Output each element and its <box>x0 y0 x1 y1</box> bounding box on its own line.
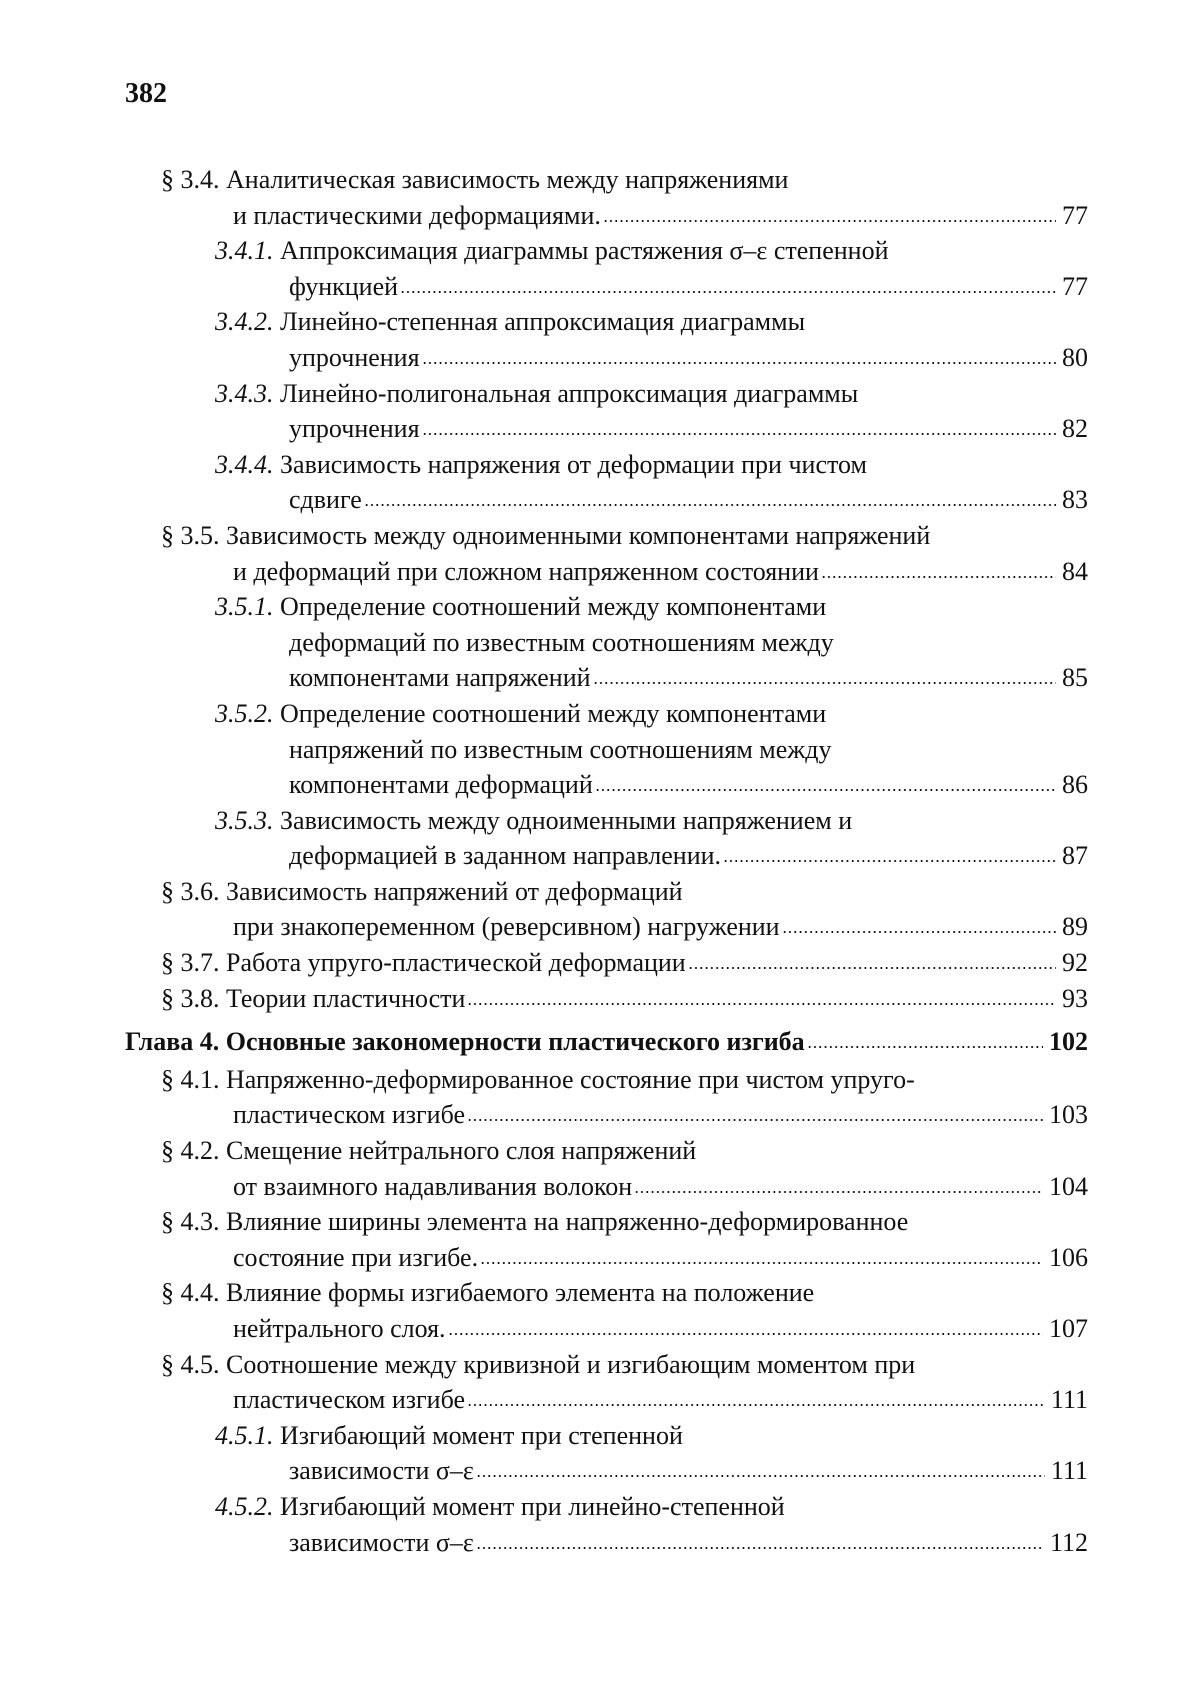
toc-page-number: 103 <box>1049 1100 1088 1130</box>
dot-leader <box>480 1260 1043 1266</box>
toc-entry <box>125 1489 1088 1560</box>
toc-entry-text: и деформаций при сложном напряженном состоянии <box>233 556 819 586</box>
toc-line <box>125 1133 1088 1169</box>
toc-entry-text: от взаимного надавливания волокон <box>233 1171 633 1201</box>
toc-line <box>125 518 1088 554</box>
toc-entry-code: 3.4.1. <box>215 236 274 266</box>
toc-line <box>125 269 1088 305</box>
toc-line <box>125 233 1088 269</box>
dot-leader <box>422 360 1056 366</box>
toc-entry-text: § 4.4. Влияние формы изгибаемого элемента на положение <box>161 1278 815 1308</box>
dot-leader <box>688 965 1056 971</box>
toc-entry <box>125 803 1088 874</box>
toc-entry <box>125 1275 1088 1346</box>
toc-line <box>125 803 1088 839</box>
dot-leader <box>593 680 1056 686</box>
toc-line <box>125 1382 1088 1418</box>
toc-entry-text: Изгибающий момент при степенной <box>280 1420 683 1450</box>
dot-leader <box>364 502 1056 508</box>
toc-line <box>125 625 1088 661</box>
dot-leader <box>634 1189 1043 1195</box>
toc-page-number: 102 <box>1049 1027 1088 1057</box>
toc-line <box>125 1347 1088 1383</box>
toc-page-number: 77 <box>1062 200 1088 230</box>
toc-line <box>125 1169 1088 1205</box>
dot-leader <box>723 858 1056 864</box>
dot-leader <box>595 787 1056 793</box>
toc-line <box>125 482 1088 518</box>
toc-entry-text: упрочнения <box>289 342 420 372</box>
toc-entry-text: при знакопеременном (реверсивном) нагружении <box>233 912 780 942</box>
dot-leader <box>603 218 1056 224</box>
toc-page-number: 85 <box>1062 663 1088 693</box>
toc-entry-text: деформацией в заданном направлении. <box>289 841 722 871</box>
toc-entry-text: деформаций по известным соотношениям между <box>289 627 834 657</box>
toc-page-number: 87 <box>1062 841 1088 871</box>
toc-entry <box>125 945 1088 981</box>
toc-page-number: 86 <box>1062 770 1088 800</box>
toc-line <box>125 945 1088 981</box>
page-number: 382 <box>125 78 167 109</box>
toc-entry-text: сдвиге <box>289 485 362 515</box>
dot-leader <box>821 574 1056 580</box>
toc-entry-text: Зависимость между одноименными напряжением и <box>280 805 853 835</box>
toc-line <box>125 874 1088 910</box>
dot-leader <box>467 1001 1056 1007</box>
toc-entry-code: 3.4.4. <box>215 449 274 479</box>
toc-page-number: 111 <box>1050 1456 1088 1486</box>
toc-entry-text: Линейно-степенная аппроксимация диаграммы <box>280 307 806 337</box>
toc-entry <box>125 376 1088 447</box>
toc-page-number: 107 <box>1049 1314 1088 1343</box>
toc-line <box>125 447 1088 483</box>
toc-entry <box>125 1204 1088 1275</box>
toc-page-number: 106 <box>1049 1242 1088 1272</box>
toc-line <box>125 1275 1088 1311</box>
toc-page-number: 80 <box>1062 342 1088 372</box>
toc-entry-text: § 3.5. Зависимость между одноименными компонентами напряжений <box>161 520 931 550</box>
toc-entry <box>125 1347 1088 1418</box>
toc-entry-text: § 4.2. Смещение нейтрального слоя напряжений <box>161 1136 697 1166</box>
toc-entry <box>125 518 1088 589</box>
toc-entry-text: § 3.6. Зависимость напряжений от деформаций <box>161 876 683 906</box>
toc-entry-text: § 3.8. Теории пластичности <box>161 983 466 1013</box>
dot-leader <box>476 1545 1044 1551</box>
toc-page-number: 84 <box>1062 556 1088 586</box>
toc-entry-text: § 4.3. Влияние ширины элемента на напряженно-деформированное <box>161 1207 909 1237</box>
toc-entry-text: Изгибающий момент при линейно-степенной <box>280 1491 785 1521</box>
toc-entry-text: § 4.5. Соотношение между кривизной и изгибающим моментом при <box>161 1349 916 1379</box>
toc-line <box>125 981 1088 1017</box>
toc-line <box>125 732 1088 768</box>
toc-entry-code: 4.5.2. <box>215 1491 274 1521</box>
toc-entry-text: функцией <box>289 271 399 301</box>
toc-line <box>125 198 1088 234</box>
toc-line <box>125 589 1088 625</box>
dot-leader <box>476 1473 1045 1479</box>
table-of-contents <box>125 162 1088 1560</box>
toc-entry <box>125 1418 1088 1489</box>
toc-entry <box>125 981 1088 1017</box>
toc-entry-text: компонентами напряжений <box>289 663 591 693</box>
toc-entry-text: Линейно-полигональная аппроксимация диаграммы <box>280 378 859 408</box>
toc-page-number: 92 <box>1062 948 1088 978</box>
toc-entry-code: 3.4.3. <box>215 378 274 408</box>
toc-entry <box>125 233 1088 304</box>
toc-line <box>125 554 1088 590</box>
toc-entry-text: зависимости σ–ε <box>289 1527 474 1557</box>
toc-entry <box>125 304 1088 375</box>
toc-line <box>125 838 1088 874</box>
toc-line <box>125 1489 1088 1525</box>
toc-entry-text: нейтрального слоя. <box>233 1314 446 1343</box>
toc-entry-text: зависимости σ–ε <box>289 1456 474 1486</box>
dot-leader <box>448 1331 1043 1337</box>
toc-line <box>125 909 1088 945</box>
toc-line <box>125 376 1088 412</box>
toc-entry-text: Определение соотношений между компонентами <box>280 592 827 622</box>
toc-entry <box>125 1133 1088 1204</box>
toc-entry-text: пластическом изгибе <box>233 1100 466 1130</box>
toc-page-number: 112 <box>1049 1527 1088 1557</box>
toc-line <box>125 1418 1088 1454</box>
toc-entry-text: упрочнения <box>289 414 420 444</box>
toc-entry <box>125 1062 1088 1133</box>
toc-entry <box>125 874 1088 945</box>
toc-entry <box>125 589 1088 696</box>
toc-line <box>125 1240 1088 1276</box>
dot-leader <box>467 1117 1043 1123</box>
toc-line <box>125 1525 1088 1561</box>
toc-entry-code: 4.5.1. <box>215 1420 274 1450</box>
toc-entry-text: Глава 4. Основные закономерности пластического изгиба <box>125 1027 805 1057</box>
toc-page-number: 82 <box>1062 414 1088 444</box>
toc-entry-code: 3.5.3. <box>215 805 274 835</box>
toc-entry-text: компонентами деформаций <box>289 770 593 800</box>
toc-page-number: 83 <box>1062 485 1088 515</box>
dot-leader <box>807 1044 1043 1050</box>
toc-line <box>125 304 1088 340</box>
toc-entry-text: § 4.1. Напряженно-деформированное состояние при чистом упруго- <box>161 1064 915 1094</box>
toc-page-number: 89 <box>1062 912 1088 942</box>
toc-entry-text: и пластическими деформациями. <box>233 200 601 230</box>
toc-entry-text: § 3.7. Работа упруго-пластической деформации <box>161 948 686 978</box>
toc-entry-text: Зависимость напряжения от деформации при чистом <box>280 449 867 479</box>
toc-entry-code: 3.4.2. <box>215 307 274 337</box>
toc-line <box>125 1097 1088 1133</box>
toc-line <box>125 1024 1088 1060</box>
toc-line <box>125 340 1088 376</box>
toc-entry-text: состояние при изгибе. <box>233 1242 479 1272</box>
toc-page-number: 93 <box>1062 983 1088 1013</box>
toc-line <box>125 660 1088 696</box>
toc-entry-text: пластическом изгибе <box>233 1385 466 1415</box>
toc-entry <box>125 447 1088 518</box>
toc-entry-code: 3.5.2. <box>215 698 274 728</box>
toc-entry <box>125 696 1088 803</box>
toc-line <box>125 1204 1088 1240</box>
toc-line <box>125 767 1088 803</box>
toc-entry-code: 3.5.1. <box>215 592 274 622</box>
dot-leader <box>422 431 1056 437</box>
toc-page-number: 77 <box>1062 271 1088 301</box>
toc-entry-text: напряжений по известным соотношениям между <box>289 734 832 764</box>
toc-entry <box>125 162 1088 233</box>
dot-leader <box>782 929 1056 935</box>
toc-entry-text: § 3.4. Аналитическая зависимость между напряжениями <box>161 165 789 194</box>
toc-page-number: 104 <box>1049 1171 1088 1201</box>
toc-line <box>125 411 1088 447</box>
toc-line <box>125 696 1088 732</box>
toc-line <box>125 1062 1088 1098</box>
toc-line <box>125 1453 1088 1489</box>
toc-entry <box>125 1024 1088 1060</box>
dot-leader <box>467 1402 1045 1408</box>
toc-line <box>125 162 1088 198</box>
dot-leader <box>400 289 1056 295</box>
toc-page-number: 111 <box>1050 1385 1088 1415</box>
toc-entry-text: Определение соотношений между компонентами <box>280 698 827 728</box>
toc-entry-text: Аппроксимация диаграммы растяжения σ–ε степенной <box>280 236 889 266</box>
toc-line <box>125 1311 1088 1347</box>
